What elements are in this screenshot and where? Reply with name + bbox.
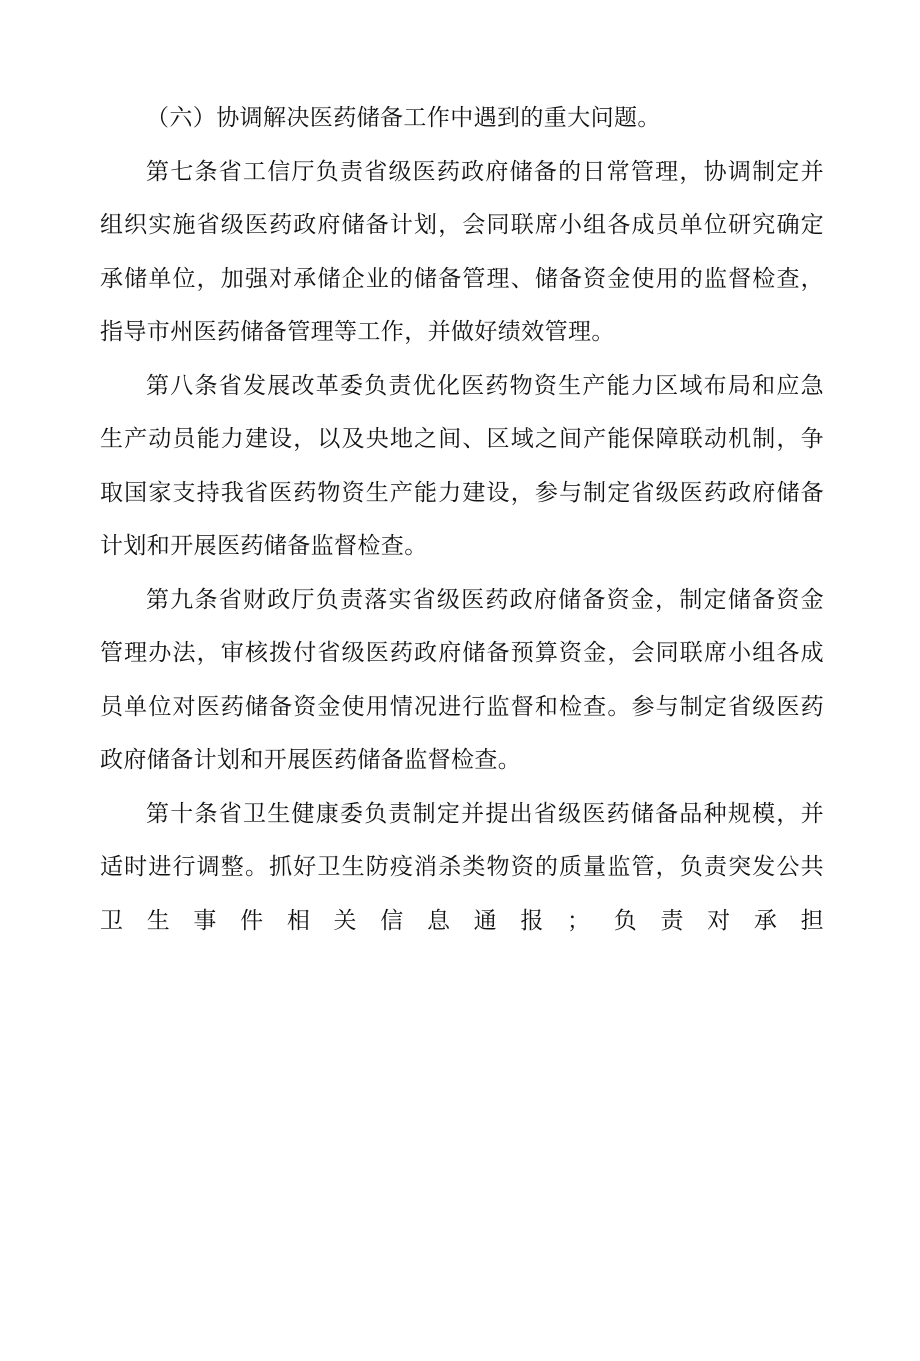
paragraph-article-7: 第七条省工信厅负责省级医药政府储备的日常管理，协调制定并组织实施省级医药政府储备计划，会同联席小组各成员单位研究确定承储单位，加强对承储企业的储备管理、储备资金使用的监督检查，指导市州医药储备管理等工作，并做好绩效管理。: [100, 158, 824, 345]
paragraph-article-10: 第十条省卫生健康委负责制定并提出省级医药储备品种规模，并适时进行调整。抓好卫生防疫消杀类物资的质量监管，负责突发公共卫生事件相关信息通报；负责对承担: [100, 800, 824, 934]
paragraph-item-6: （六）协调解决医药储备工作中遇到的重大问题。: [146, 105, 661, 131]
document-body: [100, 92, 824, 948]
paragraph-article-9: 第九条省财政厅负责落实省级医药政府储备资金，制定储备资金管理办法，审核拨付省级医药政府储备预算资金，会同联席小组各成员单位对医药储备资金使用情况进行监督和检查。参与制定省级医药政府储备计划和开展医药储备监督检查。: [100, 586, 824, 773]
paragraph-article-8: 第八条省发展改革委负责优化医药物资生产能力区域布局和应急生产动员能力建设，以及央地之间、区域之间产能保障联动机制，争取国家支持我省医药物资生产能力建设，参与制定省级医药政府储备计划和开展医药储备监督检查。: [100, 372, 824, 559]
